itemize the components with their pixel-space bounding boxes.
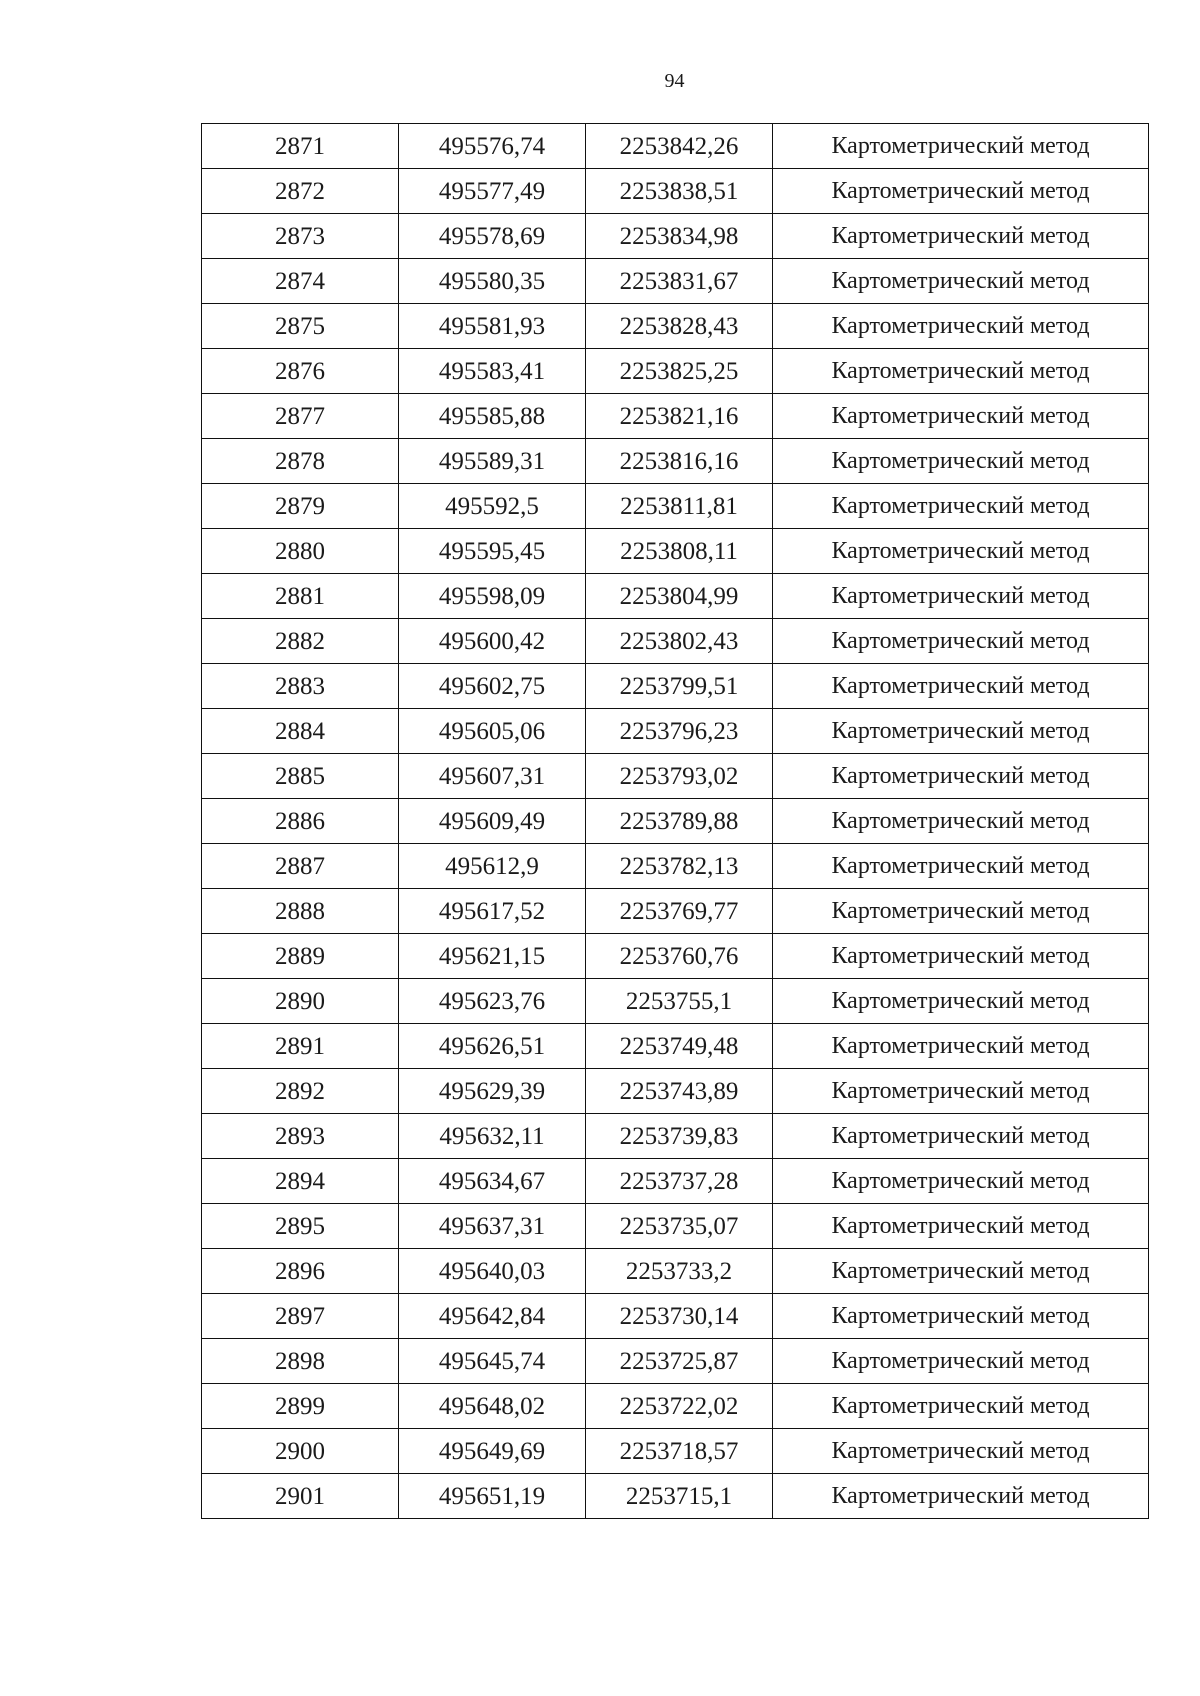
x-coordinate-cell: 495648,02 xyxy=(399,1384,586,1429)
table-row xyxy=(202,1249,1149,1294)
point-number-cell: 2881 xyxy=(202,574,399,619)
method-cell: Картометрический метод xyxy=(773,214,1149,259)
y-coordinate-cell: 2253816,16 xyxy=(586,439,773,484)
method-cell: Картометрический метод xyxy=(773,304,1149,349)
table-row xyxy=(202,169,1149,214)
table-row xyxy=(202,124,1149,169)
table-row xyxy=(202,349,1149,394)
y-coordinate-cell: 2253793,02 xyxy=(586,754,773,799)
x-coordinate-cell: 495634,67 xyxy=(399,1159,586,1204)
method-cell: Картометрический метод xyxy=(773,1159,1149,1204)
y-coordinate-cell: 2253782,13 xyxy=(586,844,773,889)
table-row xyxy=(202,619,1149,664)
point-number-cell: 2877 xyxy=(202,394,399,439)
point-number-cell: 2882 xyxy=(202,619,399,664)
y-coordinate-cell: 2253789,88 xyxy=(586,799,773,844)
x-coordinate-cell: 495632,11 xyxy=(399,1114,586,1159)
y-coordinate-cell: 2253760,76 xyxy=(586,934,773,979)
method-cell: Картометрический метод xyxy=(773,1429,1149,1474)
x-coordinate-cell: 495589,31 xyxy=(399,439,586,484)
table-row xyxy=(202,439,1149,484)
point-number-cell: 2875 xyxy=(202,304,399,349)
point-number-cell: 2895 xyxy=(202,1204,399,1249)
table-row xyxy=(202,1024,1149,1069)
x-coordinate-cell: 495602,75 xyxy=(399,664,586,709)
x-coordinate-cell: 495578,69 xyxy=(399,214,586,259)
point-number-cell: 2894 xyxy=(202,1159,399,1204)
x-coordinate-cell: 495607,31 xyxy=(399,754,586,799)
x-coordinate-cell: 495576,74 xyxy=(399,124,586,169)
table-row xyxy=(202,304,1149,349)
x-coordinate-cell: 495623,76 xyxy=(399,979,586,1024)
x-coordinate-cell: 495581,93 xyxy=(399,304,586,349)
table-row xyxy=(202,1384,1149,1429)
method-cell: Картометрический метод xyxy=(773,394,1149,439)
point-number-cell: 2872 xyxy=(202,169,399,214)
y-coordinate-cell: 2253769,77 xyxy=(586,889,773,934)
y-coordinate-cell: 2253796,23 xyxy=(586,709,773,754)
y-coordinate-cell: 2253825,25 xyxy=(586,349,773,394)
y-coordinate-cell: 2253755,1 xyxy=(586,979,773,1024)
x-coordinate-cell: 495621,15 xyxy=(399,934,586,979)
table-row xyxy=(202,1069,1149,1114)
x-coordinate-cell: 495649,69 xyxy=(399,1429,586,1474)
y-coordinate-cell: 2253737,28 xyxy=(586,1159,773,1204)
point-number-cell: 2889 xyxy=(202,934,399,979)
method-cell: Картометрический метод xyxy=(773,664,1149,709)
method-cell: Картометрический метод xyxy=(773,1114,1149,1159)
y-coordinate-cell: 2253730,14 xyxy=(586,1294,773,1339)
table-row xyxy=(202,979,1149,1024)
y-coordinate-cell: 2253725,87 xyxy=(586,1339,773,1384)
table-row xyxy=(202,1114,1149,1159)
method-cell: Картометрический метод xyxy=(773,619,1149,664)
point-number-cell: 2878 xyxy=(202,439,399,484)
page-number: 94 xyxy=(664,70,685,92)
x-coordinate-cell: 495637,31 xyxy=(399,1204,586,1249)
table-row xyxy=(202,484,1149,529)
point-number-cell: 2880 xyxy=(202,529,399,574)
table-row xyxy=(202,574,1149,619)
method-cell: Картометрический метод xyxy=(773,1024,1149,1069)
table-row xyxy=(202,394,1149,439)
y-coordinate-cell: 2253743,89 xyxy=(586,1069,773,1114)
table-row xyxy=(202,934,1149,979)
point-number-cell: 2892 xyxy=(202,1069,399,1114)
x-coordinate-cell: 495592,5 xyxy=(399,484,586,529)
method-cell: Картометрический метод xyxy=(773,844,1149,889)
method-cell: Картометрический метод xyxy=(773,439,1149,484)
y-coordinate-cell: 2253842,26 xyxy=(586,124,773,169)
x-coordinate-cell: 495642,84 xyxy=(399,1294,586,1339)
table-row xyxy=(202,1474,1149,1519)
table-row xyxy=(202,1429,1149,1474)
x-coordinate-cell: 495640,03 xyxy=(399,1249,586,1294)
coordinates-table xyxy=(201,123,1149,1519)
x-coordinate-cell: 495598,09 xyxy=(399,574,586,619)
table-row xyxy=(202,799,1149,844)
y-coordinate-cell: 2253808,11 xyxy=(586,529,773,574)
point-number-cell: 2890 xyxy=(202,979,399,1024)
method-cell: Картометрический метод xyxy=(773,1384,1149,1429)
x-coordinate-cell: 495585,88 xyxy=(399,394,586,439)
y-coordinate-cell: 2253802,43 xyxy=(586,619,773,664)
y-coordinate-cell: 2253821,16 xyxy=(586,394,773,439)
point-number-cell: 2874 xyxy=(202,259,399,304)
method-cell: Картометрический метод xyxy=(773,529,1149,574)
point-number-cell: 2884 xyxy=(202,709,399,754)
table-row xyxy=(202,259,1149,304)
table-row xyxy=(202,1339,1149,1384)
method-cell: Картометрический метод xyxy=(773,1474,1149,1519)
y-coordinate-cell: 2253715,1 xyxy=(586,1474,773,1519)
y-coordinate-cell: 2253735,07 xyxy=(586,1204,773,1249)
method-cell: Картометрический метод xyxy=(773,349,1149,394)
method-cell: Картометрический метод xyxy=(773,259,1149,304)
point-number-cell: 2883 xyxy=(202,664,399,709)
table-row xyxy=(202,214,1149,259)
method-cell: Картометрический метод xyxy=(773,1294,1149,1339)
y-coordinate-cell: 2253749,48 xyxy=(586,1024,773,1069)
table-row xyxy=(202,1204,1149,1249)
method-cell: Картометрический метод xyxy=(773,799,1149,844)
method-cell: Картометрический метод xyxy=(773,889,1149,934)
method-cell: Картометрический метод xyxy=(773,484,1149,529)
point-number-cell: 2898 xyxy=(202,1339,399,1384)
table-row xyxy=(202,664,1149,709)
table-row xyxy=(202,709,1149,754)
y-coordinate-cell: 2253831,67 xyxy=(586,259,773,304)
y-coordinate-cell: 2253834,98 xyxy=(586,214,773,259)
x-coordinate-cell: 495651,19 xyxy=(399,1474,586,1519)
method-cell: Картометрический метод xyxy=(773,934,1149,979)
point-number-cell: 2886 xyxy=(202,799,399,844)
coordinates-table-body xyxy=(202,124,1149,1519)
method-cell: Картометрический метод xyxy=(773,1069,1149,1114)
method-cell: Картометрический метод xyxy=(773,1204,1149,1249)
x-coordinate-cell: 495580,35 xyxy=(399,259,586,304)
point-number-cell: 2879 xyxy=(202,484,399,529)
y-coordinate-cell: 2253828,43 xyxy=(586,304,773,349)
table-row xyxy=(202,1294,1149,1339)
x-coordinate-cell: 495600,42 xyxy=(399,619,586,664)
point-number-cell: 2876 xyxy=(202,349,399,394)
method-cell: Картометрический метод xyxy=(773,1249,1149,1294)
method-cell: Картометрический метод xyxy=(773,124,1149,169)
point-number-cell: 2888 xyxy=(202,889,399,934)
point-number-cell: 2887 xyxy=(202,844,399,889)
y-coordinate-cell: 2253722,02 xyxy=(586,1384,773,1429)
x-coordinate-cell: 495629,39 xyxy=(399,1069,586,1114)
point-number-cell: 2897 xyxy=(202,1294,399,1339)
point-number-cell: 2871 xyxy=(202,124,399,169)
y-coordinate-cell: 2253838,51 xyxy=(586,169,773,214)
y-coordinate-cell: 2253811,81 xyxy=(586,484,773,529)
x-coordinate-cell: 495612,9 xyxy=(399,844,586,889)
point-number-cell: 2896 xyxy=(202,1249,399,1294)
x-coordinate-cell: 495577,49 xyxy=(399,169,586,214)
method-cell: Картометрический метод xyxy=(773,754,1149,799)
point-number-cell: 2893 xyxy=(202,1114,399,1159)
x-coordinate-cell: 495626,51 xyxy=(399,1024,586,1069)
y-coordinate-cell: 2253718,57 xyxy=(586,1429,773,1474)
point-number-cell: 2891 xyxy=(202,1024,399,1069)
y-coordinate-cell: 2253804,99 xyxy=(586,574,773,619)
point-number-cell: 2899 xyxy=(202,1384,399,1429)
method-cell: Картометрический метод xyxy=(773,574,1149,619)
table-row xyxy=(202,844,1149,889)
x-coordinate-cell: 495609,49 xyxy=(399,799,586,844)
table-row xyxy=(202,529,1149,574)
method-cell: Картометрический метод xyxy=(773,709,1149,754)
y-coordinate-cell: 2253799,51 xyxy=(586,664,773,709)
table-row xyxy=(202,754,1149,799)
x-coordinate-cell: 495645,74 xyxy=(399,1339,586,1384)
table-row xyxy=(202,1159,1149,1204)
point-number-cell: 2885 xyxy=(202,754,399,799)
table-row xyxy=(202,889,1149,934)
x-coordinate-cell: 495617,52 xyxy=(399,889,586,934)
x-coordinate-cell: 495605,06 xyxy=(399,709,586,754)
y-coordinate-cell: 2253739,83 xyxy=(586,1114,773,1159)
point-number-cell: 2900 xyxy=(202,1429,399,1474)
point-number-cell: 2873 xyxy=(202,214,399,259)
y-coordinate-cell: 2253733,2 xyxy=(586,1249,773,1294)
x-coordinate-cell: 495583,41 xyxy=(399,349,586,394)
x-coordinate-cell: 495595,45 xyxy=(399,529,586,574)
method-cell: Картометрический метод xyxy=(773,979,1149,1024)
method-cell: Картометрический метод xyxy=(773,1339,1149,1384)
method-cell: Картометрический метод xyxy=(773,169,1149,214)
point-number-cell: 2901 xyxy=(202,1474,399,1519)
